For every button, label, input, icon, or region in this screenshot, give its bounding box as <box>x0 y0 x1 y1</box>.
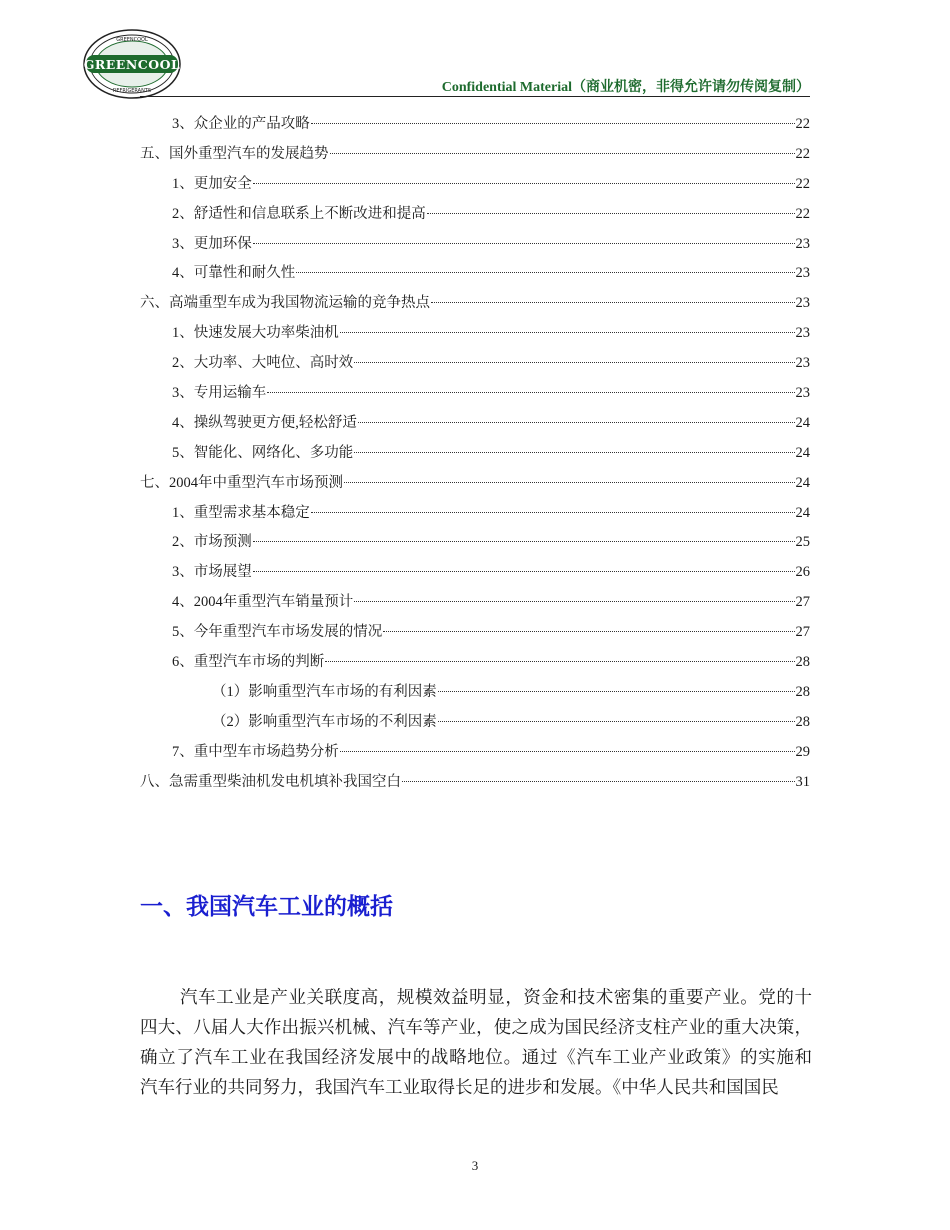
toc-dot-leader <box>253 183 795 184</box>
toc-entry[interactable] <box>140 110 810 140</box>
toc-entry-title: （2）影响重型汽车市场的不利因素 <box>212 713 437 730</box>
toc-entry[interactable] <box>140 319 810 349</box>
toc-entry[interactable] <box>140 349 810 379</box>
toc-entry[interactable] <box>140 648 810 678</box>
toc-entry-title: 2、大功率、大吨位、高时效 <box>172 355 354 372</box>
toc-dot-leader <box>383 631 794 632</box>
toc-entry-page: 24 <box>795 504 810 521</box>
toc-entry[interactable] <box>140 469 810 499</box>
toc-entry-page: 27 <box>795 594 810 611</box>
toc-dot-leader <box>354 362 794 363</box>
toc-entry-page: 27 <box>795 624 810 641</box>
toc-entry-title: 3、市场展望 <box>172 564 252 581</box>
toc-entry-page: 29 <box>795 743 810 760</box>
toc-entry[interactable] <box>140 409 810 439</box>
greencool-logo <box>82 28 182 100</box>
toc-entry-page: 22 <box>795 205 810 222</box>
toc-entry-page: 23 <box>795 355 810 372</box>
toc-entry[interactable] <box>140 439 810 469</box>
toc-dot-leader <box>296 272 794 273</box>
toc-entry-title: 2、舒适性和信息联系上不断改进和提高 <box>172 205 426 222</box>
toc-entry[interactable] <box>140 678 810 708</box>
toc-dot-leader <box>438 691 795 692</box>
toc-dot-leader <box>253 243 795 244</box>
section-heading: 一、我国汽车工业的概括 <box>140 894 393 920</box>
toc-entry-page: 28 <box>795 713 810 730</box>
toc-entry[interactable] <box>140 379 810 409</box>
toc-dot-leader <box>431 302 795 303</box>
toc-entry-page: 26 <box>795 564 810 581</box>
toc-entry[interactable] <box>140 170 810 200</box>
body-line: 确立了汽车工业在我国经济发展中的战略地位。通过《汽车工业产业政策》的实施和 <box>140 1047 812 1067</box>
toc-entry[interactable] <box>140 140 810 170</box>
body-line: 四大、八届人大作出振兴机械、汽车等产业，使之成为国民经济支柱产业的重大决策， <box>140 1017 812 1037</box>
toc-entry[interactable] <box>140 618 810 648</box>
toc-entry-title: 2、市场预测 <box>172 534 252 551</box>
toc-entry-title: （1）影响重型汽车市场的有利因素 <box>212 683 437 700</box>
toc-dot-leader <box>267 392 794 393</box>
toc-entry-page: 24 <box>795 414 810 431</box>
toc-dot-leader <box>253 541 795 542</box>
toc-dot-leader <box>354 601 794 602</box>
body-line: 汽车行业的共同努力，我国汽车工业取得长足的进步和发展。《中华人民共和国国民 <box>140 1077 779 1097</box>
logo-wordmark: GREENCOOL <box>83 57 181 72</box>
toc-entry-title: 五、国外重型汽车的发展趋势 <box>140 145 329 162</box>
toc-dot-leader <box>330 153 795 154</box>
toc-entry-title: 1、更加安全 <box>172 175 252 192</box>
toc-entry[interactable] <box>140 588 810 618</box>
toc-entry-title: 七、2004年中重型汽车市场预测 <box>140 474 343 491</box>
toc-dot-leader <box>311 512 795 513</box>
toc-entry-title: 3、专用运输车 <box>172 385 267 402</box>
toc-dot-leader <box>358 422 795 423</box>
confidential-notice: Confidential Material（商业机密，非得允许请勿传阅复制） <box>441 80 810 95</box>
table-of-contents <box>140 110 810 797</box>
toc-entry[interactable] <box>140 738 810 768</box>
toc-entry[interactable] <box>140 289 810 319</box>
toc-entry-title: 六、高端重型车成为我国物流运输的竞争热点 <box>140 295 430 312</box>
header-divider <box>140 96 810 97</box>
logo-ring-bottom: REFRIGERANTS <box>112 88 152 94</box>
toc-entry-page: 24 <box>795 444 810 461</box>
toc-entry-page: 31 <box>795 773 810 790</box>
toc-entry-title: 7、重中型车市场趋势分析 <box>172 743 339 760</box>
toc-entry-title: 6、重型汽车市场的判断 <box>172 654 325 671</box>
toc-entry-page: 23 <box>795 325 810 342</box>
toc-entry-page: 22 <box>795 145 810 162</box>
toc-entry[interactable] <box>140 768 810 798</box>
toc-entry-page: 23 <box>795 235 810 252</box>
toc-dot-leader <box>325 661 794 662</box>
toc-entry-page: 23 <box>795 265 810 282</box>
page-number: 3 <box>471 1158 479 1173</box>
toc-entry-page: 24 <box>795 474 810 491</box>
toc-entry-title: 1、重型需求基本稳定 <box>172 504 310 521</box>
toc-entry-title: 4、可靠性和耐久性 <box>172 265 296 282</box>
toc-entry-page: 28 <box>795 654 810 671</box>
toc-entry-title: 5、今年重型汽车市场发展的情况 <box>172 624 383 641</box>
toc-entry[interactable] <box>140 259 810 289</box>
toc-entry[interactable] <box>140 230 810 260</box>
toc-entry[interactable] <box>140 558 810 588</box>
toc-entry[interactable] <box>140 499 810 529</box>
toc-dot-leader <box>438 721 795 722</box>
toc-dot-leader <box>311 123 795 124</box>
logo-ring-top: GREENCOOL <box>116 37 148 43</box>
toc-entry-page: 23 <box>795 295 810 312</box>
toc-entry[interactable] <box>140 528 810 558</box>
toc-entry-title: 八、急需重型柴油机发电机填补我国空白 <box>140 773 401 790</box>
toc-entry-title: 4、2004年重型汽车销量预计 <box>172 594 354 611</box>
toc-entry-page: 23 <box>795 385 810 402</box>
toc-dot-leader <box>344 482 795 483</box>
toc-entry-page: 25 <box>795 534 810 551</box>
toc-entry-title: 5、智能化、网络化、多功能 <box>172 444 354 461</box>
toc-entry-title: 3、更加环保 <box>172 235 252 252</box>
toc-dot-leader <box>253 571 795 572</box>
toc-entry-title: 4、操纵驾驶更方便,轻松舒适 <box>172 414 357 431</box>
toc-entry[interactable] <box>140 708 810 738</box>
toc-entry-page: 22 <box>795 175 810 192</box>
toc-entry-page: 22 <box>795 116 810 132</box>
toc-entry[interactable] <box>140 200 810 230</box>
toc-dot-leader <box>402 781 795 782</box>
body-line: 汽车工业是产业关联度高，规模效益明显，资金和技术密集的重要产业。党的十 <box>180 987 812 1007</box>
toc-dot-leader <box>427 213 795 214</box>
toc-dot-leader <box>340 751 795 752</box>
toc-dot-leader <box>340 332 795 333</box>
body-paragraph <box>140 982 812 1102</box>
toc-dot-leader <box>354 452 794 453</box>
toc-entry-title: 1、快速发展大功率柴油机 <box>172 325 339 342</box>
toc-entry-title: 3、众企业的产品攻略 <box>172 116 310 132</box>
toc-entry-page: 28 <box>795 683 810 700</box>
